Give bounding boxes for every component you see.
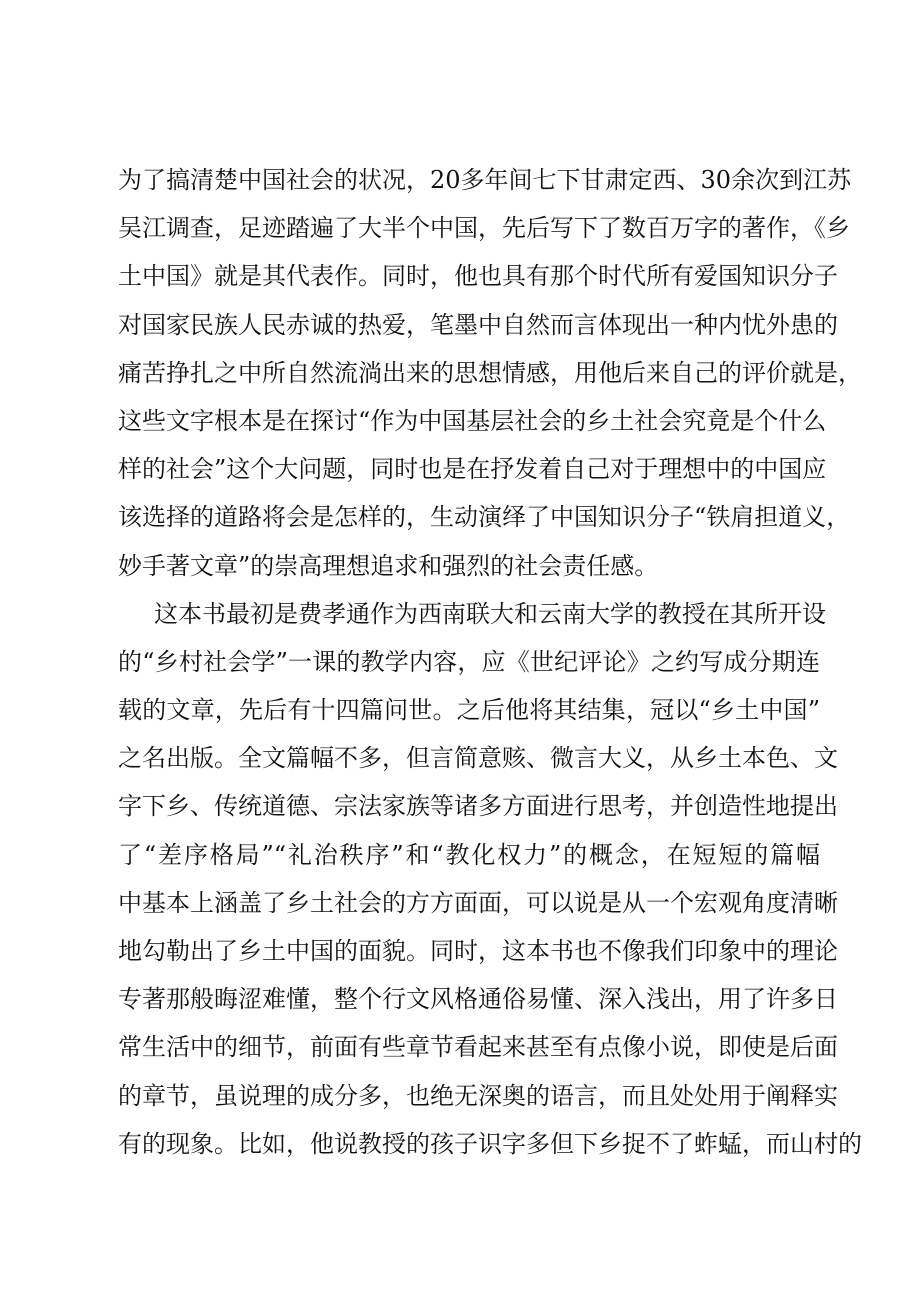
text-line: 吴江调查，足迹踏遍了大半个中国，先后写下了数百万字的著作，《乡 bbox=[118, 214, 850, 243]
text-line: 中基本上涵盖了乡土社会的方方面面，可以说是从一个宏观角度清晰 bbox=[118, 888, 838, 917]
text-line: 载的文章，先后有十四篇问世。之后他将其结集，冠以“乡土中国” bbox=[118, 696, 820, 725]
text-line: 常生活中的细节，前面有些章节看起来甚至有点像小说，即使是后面 bbox=[118, 1033, 838, 1062]
document-body bbox=[118, 156, 862, 1168]
text-line: 为了搞清楚中国社会的状况，20多年间七下甘肃定西、30余次到江苏 bbox=[118, 166, 852, 194]
text-line: 专著那般晦涩难懂，整个行文风格通俗易懂、深入浅出，用了许多日 bbox=[118, 985, 838, 1014]
text-line: 土中国》就是其代表作。同时，他也具有那个时代所有爱国知识分子 bbox=[118, 262, 838, 291]
text-line: 样的社会”这个大问题，同时也是在抒发着自己对于理想中的中国应 bbox=[118, 455, 827, 484]
text-line: 有的现象。比如，他说教授的孩子识字多但下乡捉不了蚱蜢，而山村的 bbox=[118, 1129, 862, 1158]
text-line: 痛苦挣扎之中所自然流淌出来的思想情感，用他后来自己的评价就是， bbox=[118, 358, 862, 387]
text-line: 字下乡、传统道德、宗法家族等诸多方面进行思考，并创造性地提出 bbox=[118, 792, 838, 821]
paragraph-2 bbox=[118, 590, 862, 1168]
text-line: 的章节，虽说理的成分多，也绝无深奥的语言，而且处处用于阐释实 bbox=[118, 1081, 838, 1110]
text-line: 之名出版。全文篇幅不多，但言简意赅、微言大义，从乡土本色、文 bbox=[118, 744, 838, 773]
paragraph-1 bbox=[118, 156, 862, 590]
text-line: 该选择的道路将会是怎样的，生动演绎了中国知识分子“铁肩担道义， bbox=[118, 503, 851, 532]
text-line: 地勾勒出了乡土中国的面貌。同时，这本书也不像我们印象中的理论 bbox=[118, 937, 838, 965]
text-line: 了“差序格局”“礼治秩序”和“教化权力”的概念，在短短的篇幅 bbox=[118, 840, 820, 869]
text-line: 这本书最初是费孝通作为西南联大和云南大学的教授在其所开设 bbox=[154, 599, 826, 628]
text-line: 对国家民族人民赤诚的热爱，笔墨中自然而言体现出一种内忧外患的 bbox=[118, 310, 838, 339]
text-line: 的“乡村社会学”一课的教学内容，应《世纪评论》之约写成分期连 bbox=[118, 647, 820, 676]
text-line: 这些文字根本是在探讨“作为中国基层社会的乡土社会究竟是个什么 bbox=[118, 406, 827, 435]
text-line: 妙手著文章”的崇高理想追求和强烈的社会责任感。 bbox=[118, 551, 659, 580]
